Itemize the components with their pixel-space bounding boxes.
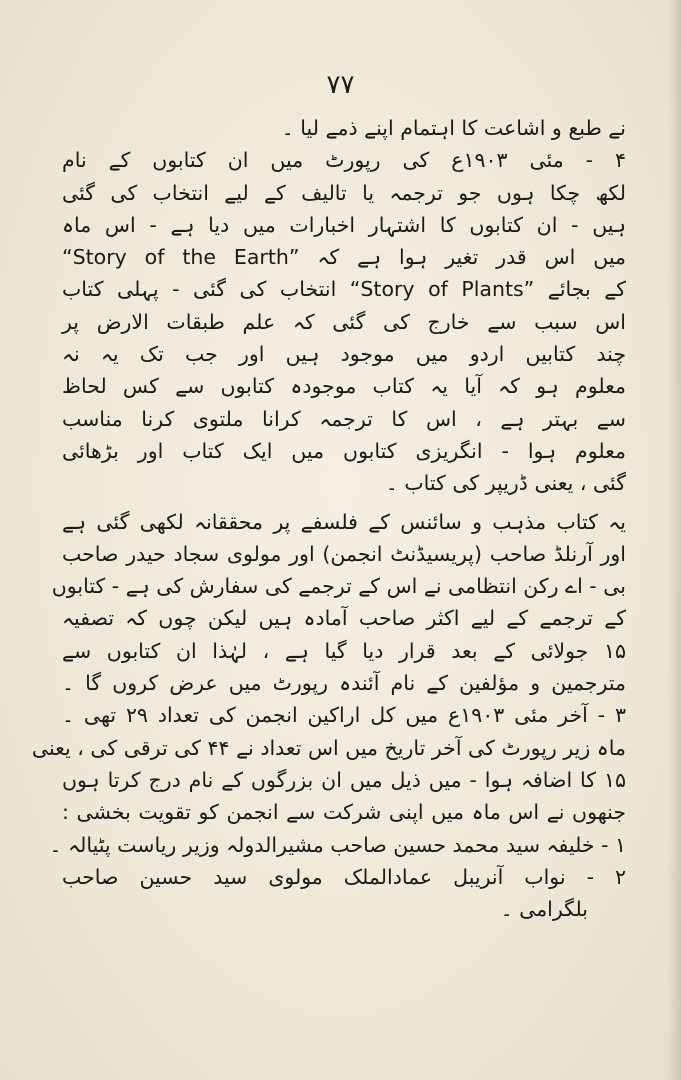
page-edge-shadow xyxy=(667,0,681,1080)
text-line: اور آرنلڈ صاحب (پریسیڈنٹ انجمن) اور مولوی سجاد حیدر صاحب xyxy=(62,541,626,566)
text-line: ۳ - آخر مئی ۱۹۰۳ع میں کل اراکین انجمن کی تعداد ۲۹ تھی ۔ xyxy=(62,703,626,728)
text-line: ۱۵ جولائی کے بعد قرار دیا گیا ہے ، لہٰذا ان کتابوں سے xyxy=(62,638,626,663)
text-line: ۴ - مئی ۱۹۰۳ع کی رپورٹ میں ان کتابوں کے نام xyxy=(62,148,626,173)
page-number: ۷۷ xyxy=(326,70,355,100)
text-line: ۱ - خلیفہ سید محمد حسین صاحب مشیرالدولہ وزیر ریاست پٹیالہ ۔ xyxy=(49,832,626,857)
text-line: ۲ - نواب آنریبل عمادالملک مولوی سید حسین صاحب xyxy=(62,864,626,889)
text-line: چند کتابیں اردو میں موجود ہیں اور جب تک یہ نہ xyxy=(62,342,626,367)
text-line: اس سبب سے خارج کی گئی کہ علم طبقات الارض پر xyxy=(62,309,626,334)
text-line: مترجمین و مؤلفین کے نام آئندہ رپورٹ میں عرض کروں گا ۔ xyxy=(62,671,626,696)
page-text xyxy=(31,112,627,925)
text-line: جنھوں نے اس ماہ میں اپنی شرکت سے انجمن کو تقویت بخشی : xyxy=(62,800,626,825)
text-line: سے بہتر ہے ، اس کا ترجمہ کرانا ملتوی کرنا مناسب xyxy=(62,406,626,431)
text-line: بی - اے رکن انتظامی نے اس کے ترجمے کی سفارش کی ہے - کتابوں xyxy=(51,574,626,599)
text-line: گئی ، یعنی ڈریپر کی کتاب ۔ xyxy=(385,471,626,496)
text-line: ماہ زیر رپورٹ کی آخر تاریخ میں اس تعداد نے ۴۴ کی ترقی کی ، یعنی xyxy=(31,735,626,760)
text-line: یہ کتاب مذہب و سائنس کے فلسفے پر محققانہ لکھی گئی ہے xyxy=(62,509,626,534)
text-line: معلوم ہوا - انگریزی کتابوں میں ایک کتاب اور بڑھائی xyxy=(62,438,626,463)
text-line: نے طبع و اشاعت کا اہتمام اپنے ذمے لیا ۔ xyxy=(281,116,626,140)
text-line: ۱۵ کا اضافہ ہوا - میں ذیل میں ان بزرگوں کے نام درج کرتا ہوں xyxy=(62,767,626,792)
text-line: لکھ چکا ہوں جو ترجمہ یا تالیف کے لیے انتخاب کی گئی xyxy=(62,180,626,205)
text-line: معلوم ہو کہ آیا یہ کتاب موجودہ کتابوں سے کس لحاظ xyxy=(62,374,626,399)
text-line: ہیں - ان کتابوں کا اشتہار اخبارات میں دیا ہے - اس ماہ xyxy=(62,212,626,237)
text-line: میں اس قدر تغیر ہوا ہے کہ ”Story of the Earth“ xyxy=(62,245,627,270)
text-line: کے ترجمے کے لیے اکثر صاحب آمادہ ہیں لیکن چوں کہ تصفیہ xyxy=(62,606,626,631)
text-line: کے بجائے ”Story of Plants“ انتخاب کی گئی - پہلی کتاب xyxy=(62,277,626,302)
text-line: بلگرامی ۔ xyxy=(500,897,588,922)
